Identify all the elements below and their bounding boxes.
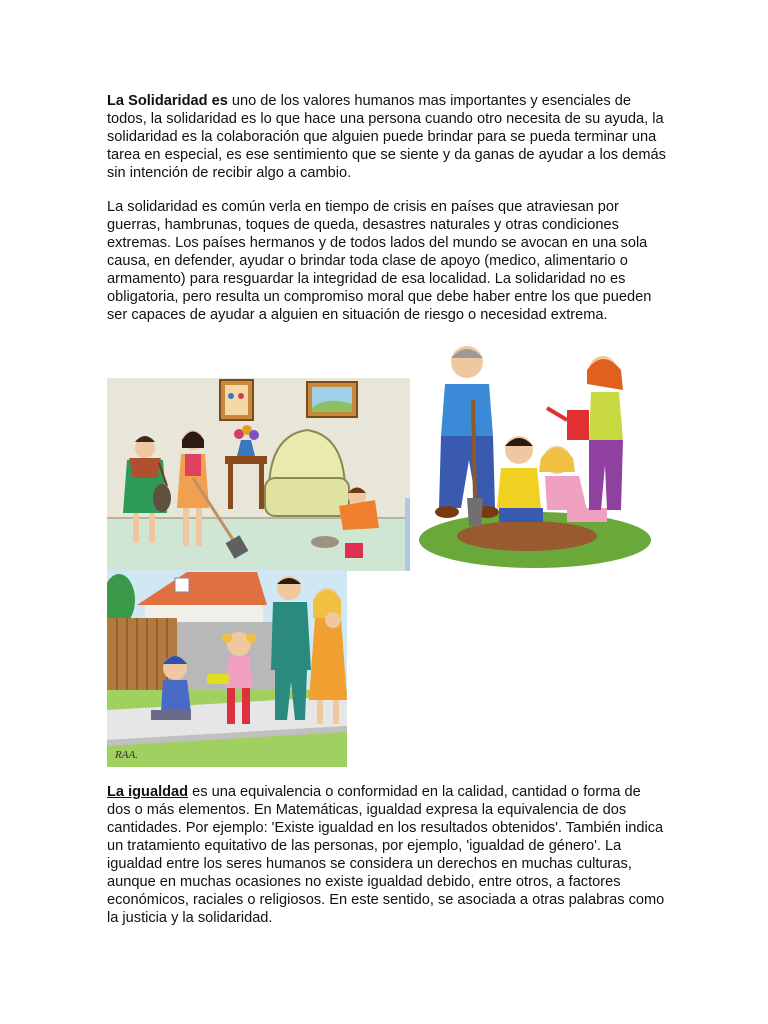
- igualdad-lead: La igualdad: [107, 784, 189, 800]
- paragraph-igualdad: [107, 783, 667, 927]
- illustration-house-cleaning: [107, 378, 410, 571]
- igualdad-body: es una equivalencia o conformidad en la calidad, cantidad o forma de dos o más elementos. En Matemáticas, igualdad expresa la equivalencia de dos cantidades. Por ejemplo: 'Existe igualdad en los resultados obtenidos'. También indica un tratamiento equitativo de las personas, por ejemplo, 'igualdad de género'. La igualdad entre los seres humanos se considera un derechos en muchas culturas, aunque en muchas ocasiones no existe igualdad debido, entre otros, a factores económicos, raciales o religiosos. En este sentido, se asociada a otras palabras como la justicia y la solidaridad.: [107, 784, 665, 926]
- illustration-family-sidewalk: [107, 570, 347, 767]
- solidaridad-body: uno de los valores humanos mas importantes y esenciales de todos, la solidaridad es lo que hace una persona cuando otro necesita de su ayuda, la solidaridad es la colaboración que alguien puede brindar para se pueda terminar una tarea en especial, es ese sentimiento que se siente y da ganas de ayudar a los demás sin intención de recibir algo a cambio.: [107, 93, 666, 181]
- crisis-body: La solidaridad es común verla en tiempo de crisis en países que atraviesan por guerras, hambrunas, toques de queda, desastres naturales y otras condiciones extremas. Los países hermanos y de todos lados del mundo se avocan en una sola causa, en defender, ayudar o brindar toda clase de apoyo (medico, alimentario o armamento) para resguardar la integridad de esa localidad. La solidaridad no es obligatoria, pero resulta un compromiso moral que debe haber entre los que pueden ser capaces de ayudar a alguien en situación de riesgo o necesidad extrema.: [107, 199, 652, 323]
- solidaridad-lead: La Solidaridad es: [107, 93, 228, 109]
- illustration-planting-tree: [417, 340, 653, 570]
- street-signature: RAA.: [115, 749, 138, 761]
- paragraph-solidaridad: [107, 92, 667, 182]
- paragraph-solidaridad-crisis: [107, 198, 667, 324]
